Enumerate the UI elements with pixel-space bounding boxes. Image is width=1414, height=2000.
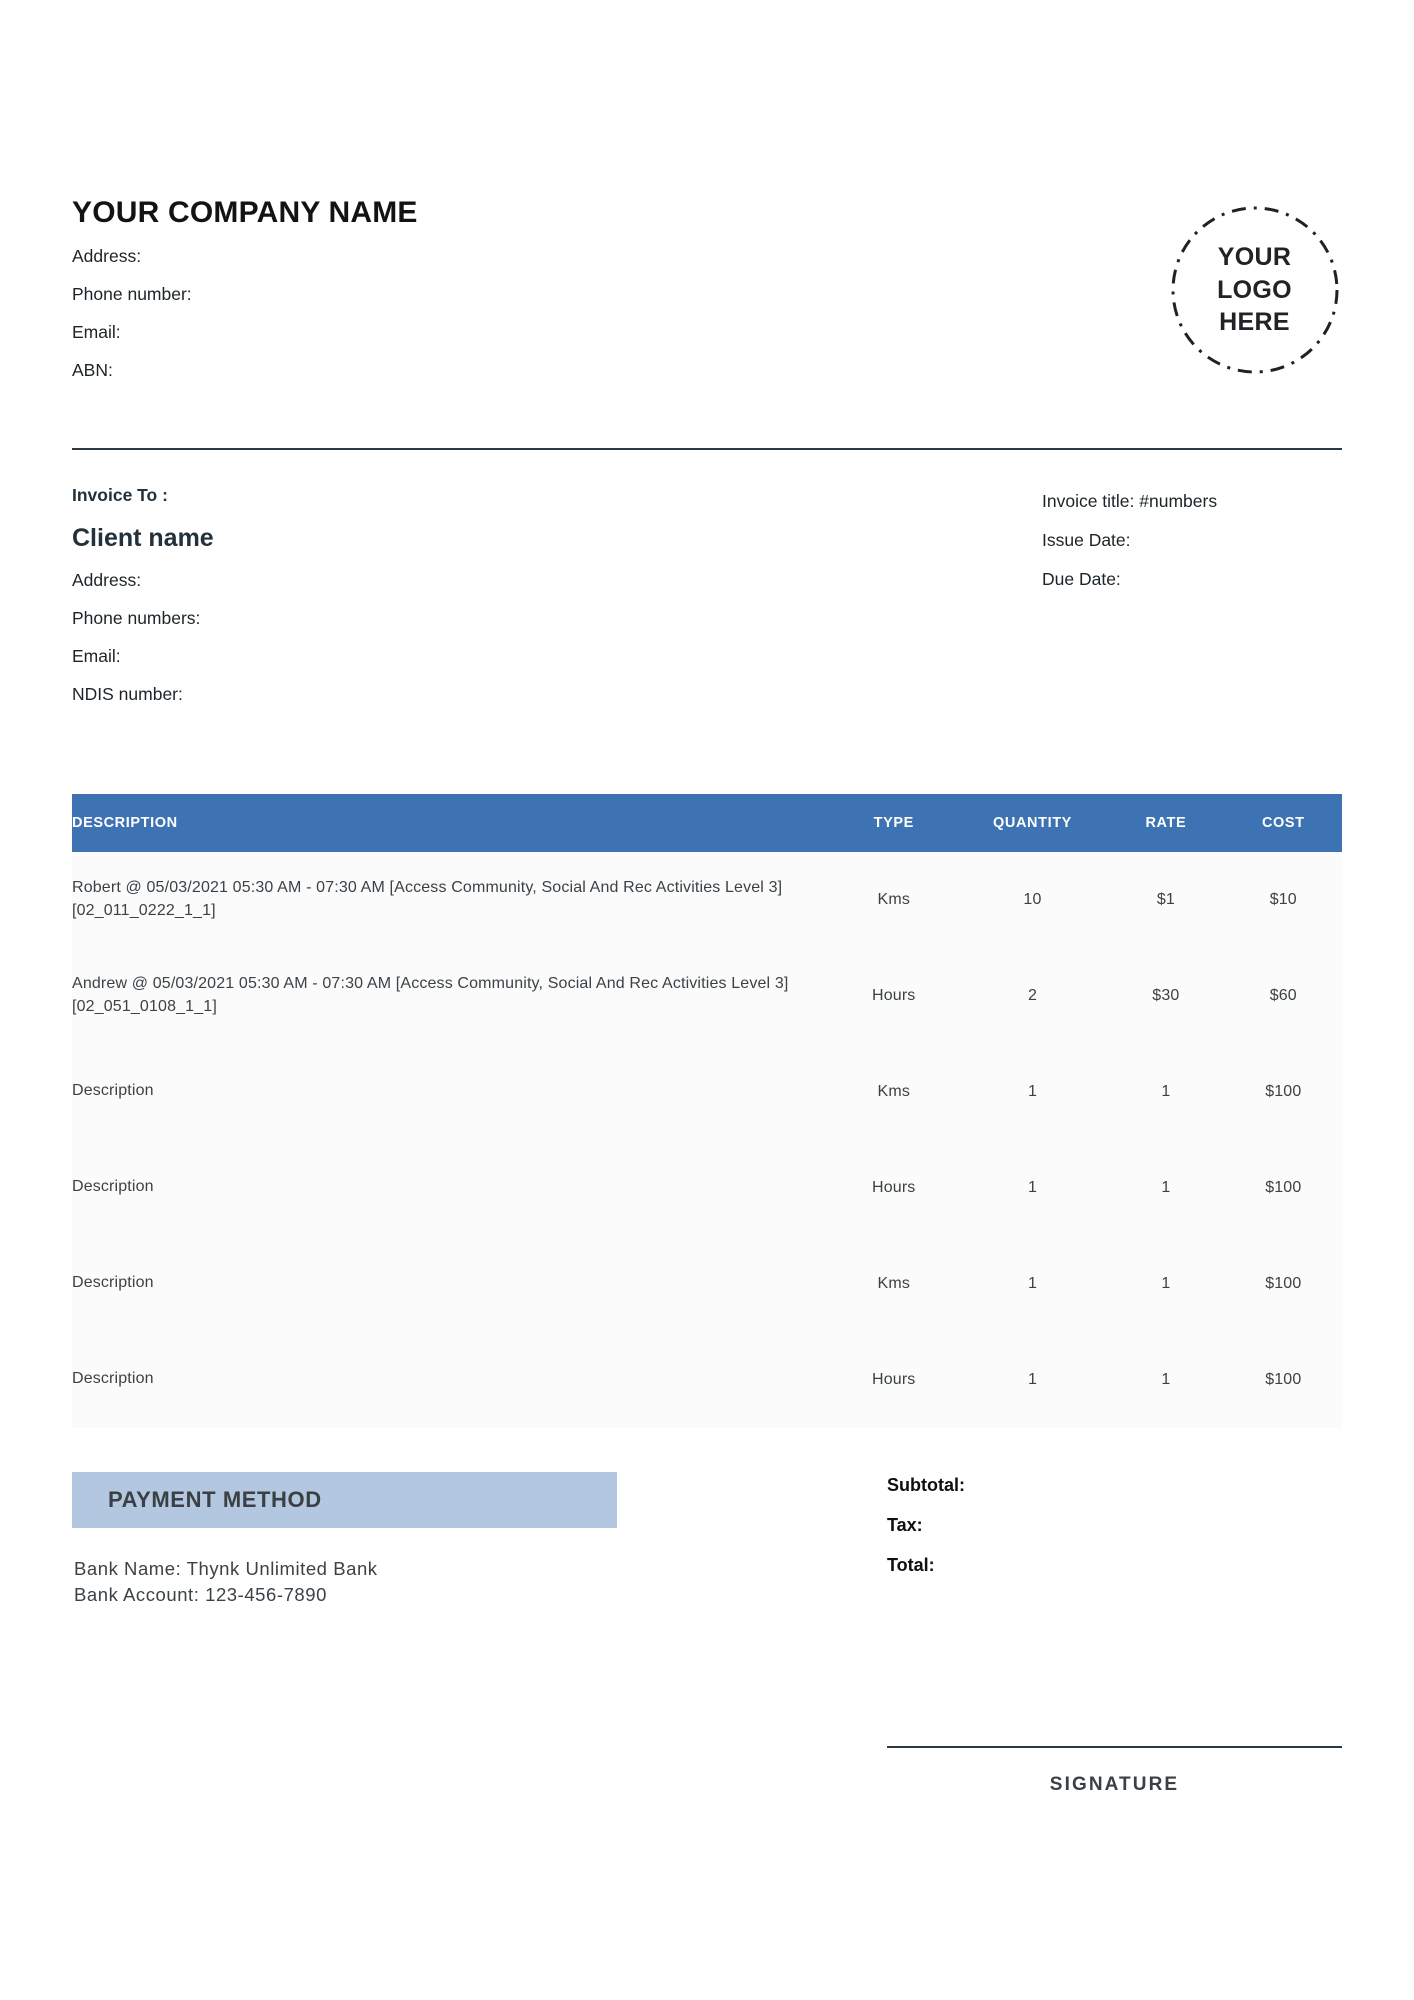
subtotal-label: Subtotal: xyxy=(887,1474,965,1495)
client-email-label: Email: xyxy=(72,645,121,666)
table-row xyxy=(72,1044,1342,1140)
cell-type: Kms xyxy=(877,1082,910,1100)
payment-method-block xyxy=(72,1472,617,1609)
company-phone-label: Phone number: xyxy=(72,284,192,304)
column-header-description: DESCRIPTION xyxy=(72,794,830,852)
cell-cost: $100 xyxy=(1265,1274,1302,1292)
cell-cost: $100 xyxy=(1265,1370,1302,1388)
cell-description: Andrew @ 05/03/2021 05:30 AM - 07:30 AM [Access Community, Social And Rec Activities Level 3] [02_051_0108_1_1] xyxy=(72,975,789,1015)
logo-area xyxy=(1167,198,1342,376)
company-name: YOUR COMPANY NAME xyxy=(72,196,418,229)
cell-quantity: 1 xyxy=(1027,1370,1038,1388)
client-ndis-label: NDIS number: xyxy=(72,683,183,704)
column-header-cost: COST xyxy=(1225,794,1342,852)
cell-type: Hours xyxy=(872,986,916,1004)
table-row xyxy=(72,852,1342,948)
table-header-row xyxy=(72,794,1342,852)
table-row xyxy=(72,1332,1342,1428)
cell-rate: 1 xyxy=(1161,1178,1171,1196)
cell-type: Kms xyxy=(877,1274,910,1292)
column-header-type: TYPE xyxy=(830,794,958,852)
invoice-footer xyxy=(72,1472,1342,1796)
cell-type: Kms xyxy=(877,890,910,908)
cell-quantity: 1 xyxy=(1027,1082,1038,1100)
table-row xyxy=(72,1236,1342,1332)
company-abn-label: ABN: xyxy=(72,360,113,380)
company-email-label: Email: xyxy=(72,322,121,342)
table-head xyxy=(72,794,1342,852)
payment-method-band xyxy=(72,1472,617,1528)
client-address-label: Address: xyxy=(72,569,142,590)
cell-description: Robert @ 05/03/2021 05:30 AM - 07:30 AM [Access Community, Social And Rec Activities Level 3] [02_011_0222_1_1] xyxy=(72,879,783,919)
invoice-to-label: Invoice To : xyxy=(72,485,168,505)
billing-section xyxy=(72,450,1342,724)
cell-cost: $10 xyxy=(1269,890,1297,908)
cell-cost: $60 xyxy=(1269,986,1297,1004)
cell-rate: 1 xyxy=(1161,1370,1171,1388)
table-row xyxy=(72,948,1342,1044)
cell-quantity: 2 xyxy=(1027,986,1038,1004)
totals-block xyxy=(887,1472,1342,1796)
company-details xyxy=(72,198,1167,400)
invoice-to-block xyxy=(72,487,214,724)
payment-details xyxy=(72,1556,617,1609)
issue-date-label: Issue Date: xyxy=(1042,530,1131,550)
logo-text xyxy=(1217,241,1292,339)
logo-line-2: LOGO xyxy=(1217,275,1292,304)
cell-quantity: 1 xyxy=(1027,1178,1038,1196)
company-address-label: Address: xyxy=(72,246,142,266)
bank-name: Bank Name: Thynk Unlimited Bank xyxy=(74,1557,378,1579)
cell-quantity: 10 xyxy=(1023,890,1042,908)
cell-type: Hours xyxy=(872,1178,916,1196)
invoice-header xyxy=(72,0,1342,400)
column-header-rate: RATE xyxy=(1107,794,1224,852)
cell-quantity: 1 xyxy=(1027,1274,1038,1292)
cell-rate: 1 xyxy=(1161,1082,1171,1100)
invoice-meta-block xyxy=(1042,487,1342,610)
total-label: Total: xyxy=(887,1554,935,1575)
signature-line xyxy=(887,1746,1342,1748)
cell-rate: $30 xyxy=(1152,986,1180,1004)
logo-line-1: YOUR xyxy=(1217,243,1292,272)
cell-description: Description xyxy=(72,1178,154,1196)
due-date-label: Due Date: xyxy=(1042,569,1121,589)
column-header-quantity: QUANTITY xyxy=(958,794,1107,852)
logo-placeholder-icon xyxy=(1169,204,1341,376)
client-phone-label: Phone numbers: xyxy=(72,607,201,628)
cell-rate: 1 xyxy=(1161,1274,1171,1292)
table-row xyxy=(72,1140,1342,1236)
cell-cost: $100 xyxy=(1265,1178,1302,1196)
tax-label: Tax: xyxy=(887,1514,923,1535)
cell-rate: $1 xyxy=(1156,890,1175,908)
payment-method-title: PAYMENT METHOD xyxy=(108,1486,322,1512)
cell-cost: $100 xyxy=(1265,1082,1302,1100)
invoice-title: Invoice title: #numbers xyxy=(1042,491,1218,511)
bank-account: Bank Account: 123-456-7890 xyxy=(74,1583,327,1605)
cell-type: Hours xyxy=(872,1370,916,1388)
cell-description: Description xyxy=(72,1274,154,1292)
signature-label: SIGNATURE xyxy=(1049,1773,1180,1795)
logo-line-3: HERE xyxy=(1219,308,1290,337)
table-body xyxy=(72,852,1342,1428)
client-name: Client name xyxy=(72,523,214,552)
cell-description: Description xyxy=(72,1370,154,1388)
cell-description: Description xyxy=(72,1082,154,1100)
line-items-table xyxy=(72,794,1342,1428)
